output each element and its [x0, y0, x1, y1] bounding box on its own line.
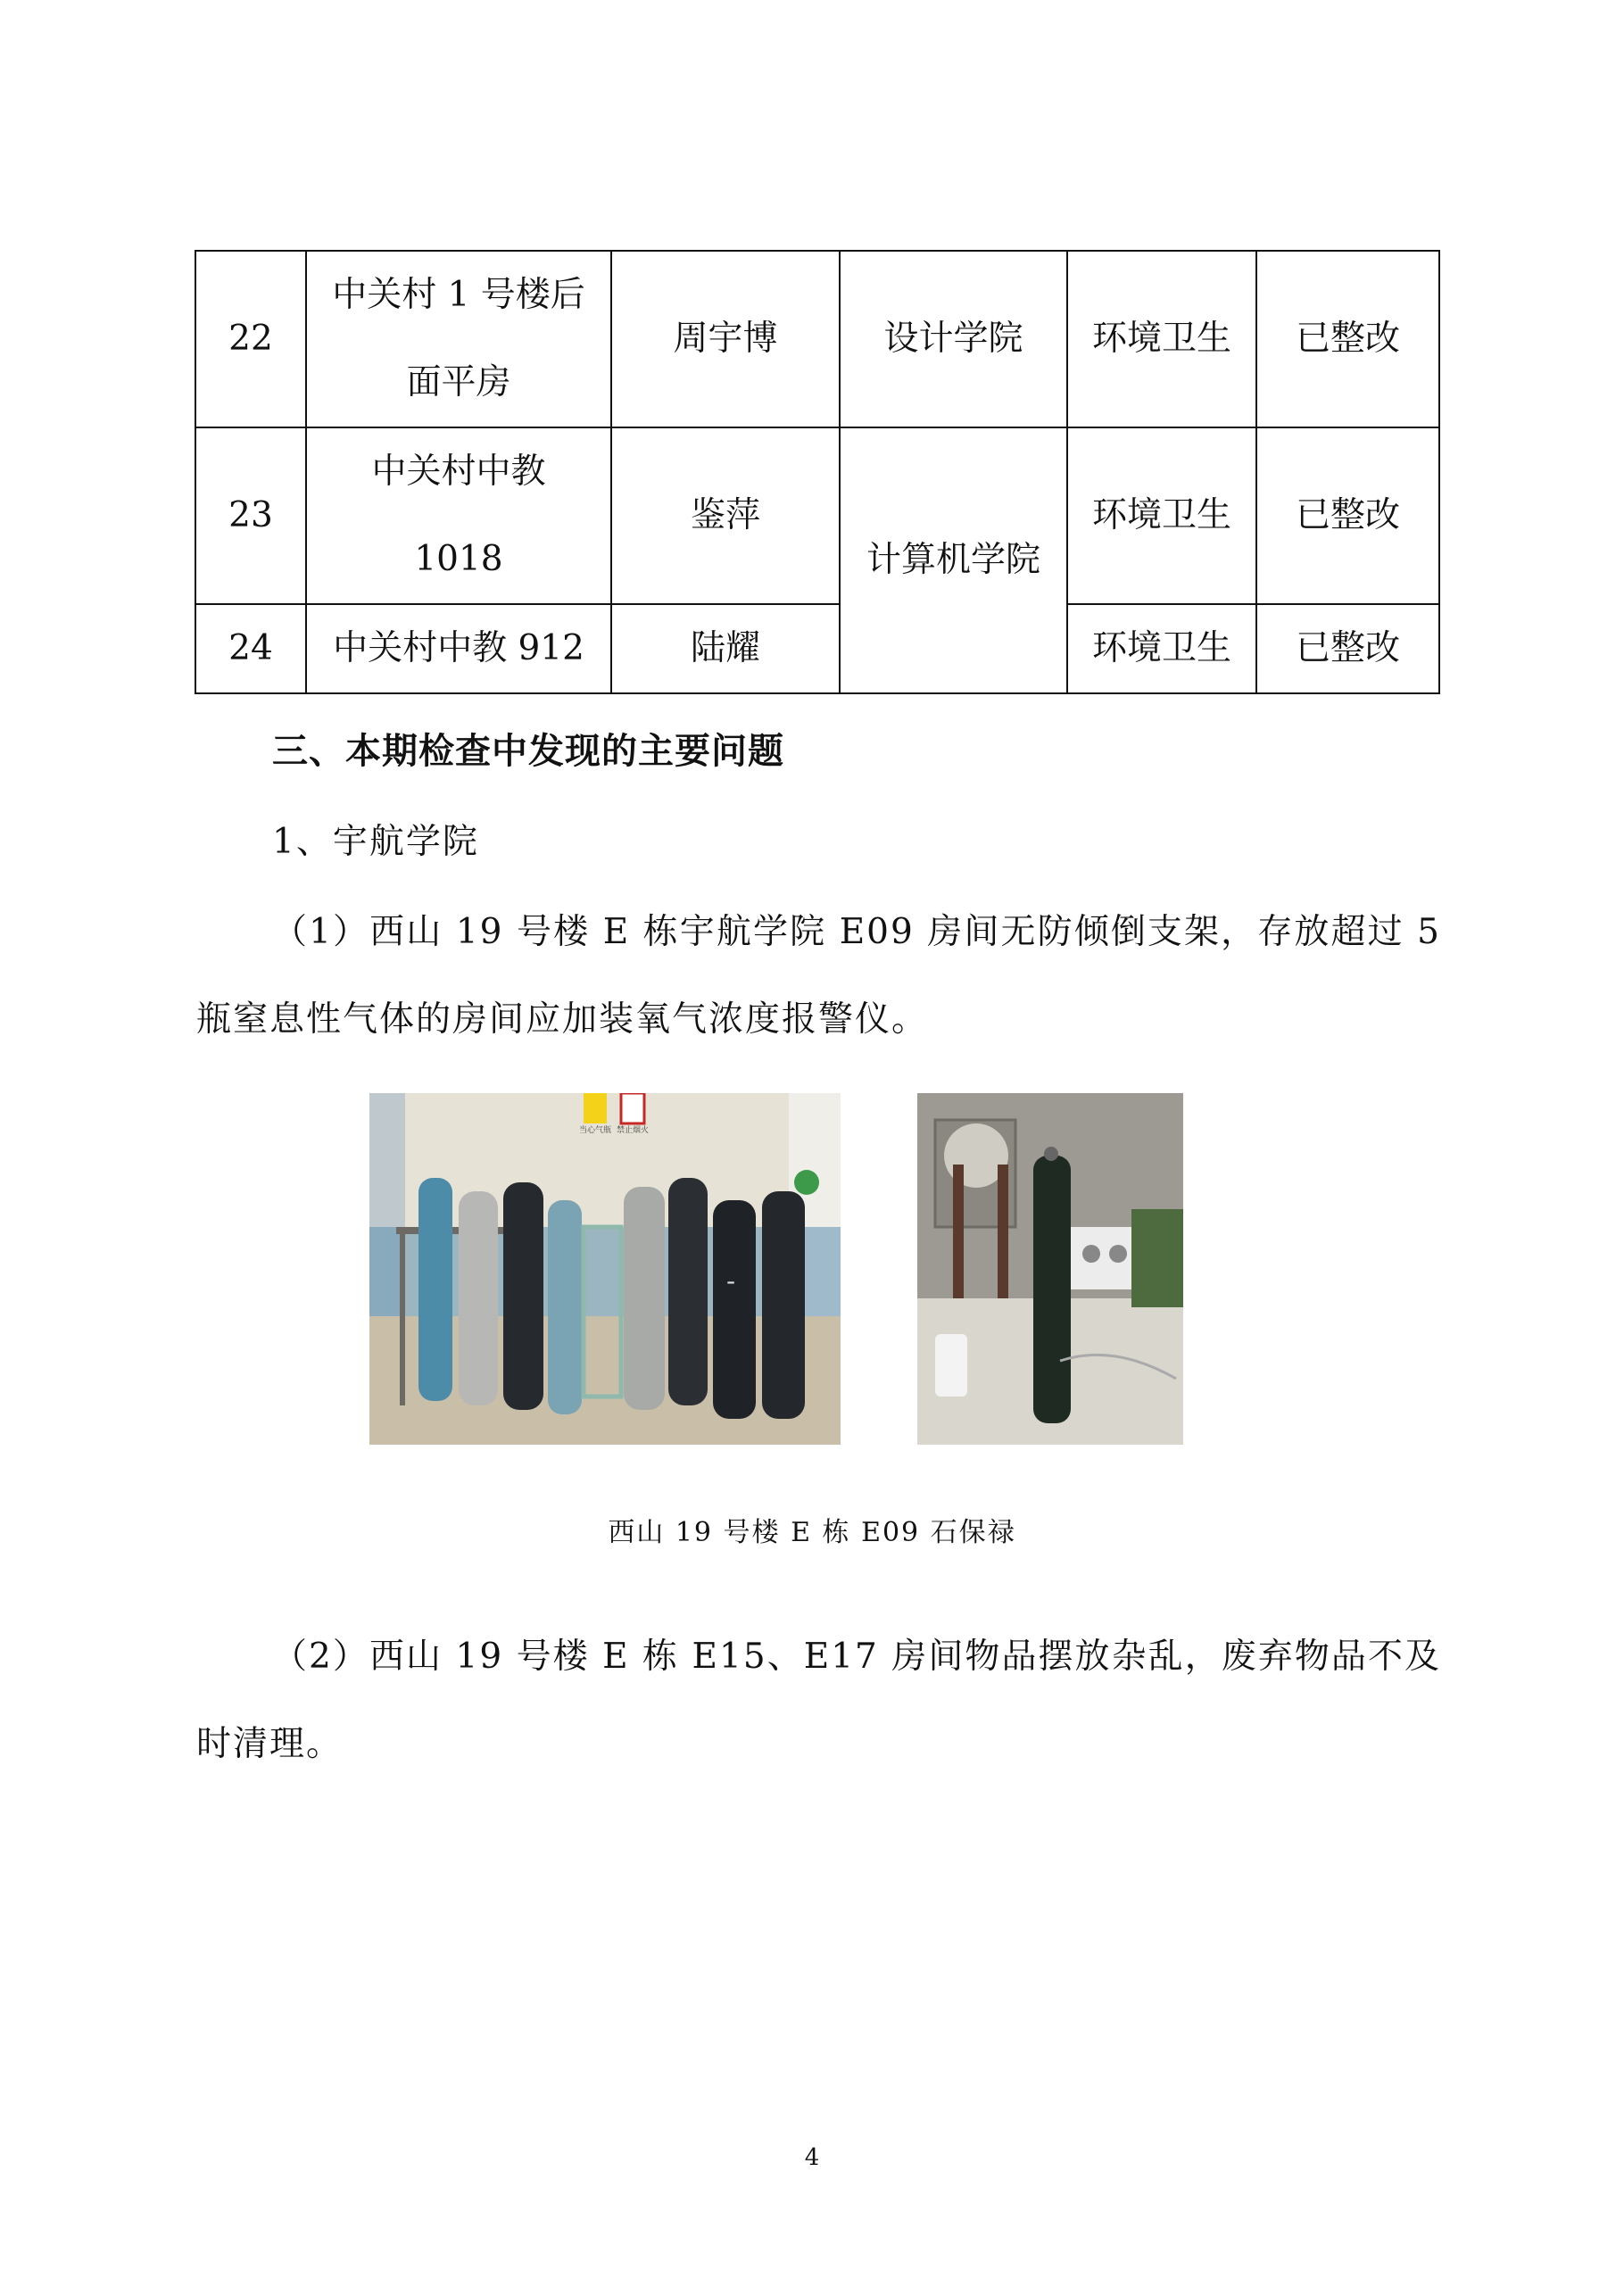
category-cell: 环境卫生 — [1067, 251, 1256, 427]
svg-text:当心气瓶: 当心气瓶 — [578, 1126, 612, 1135]
row-number: 22 — [195, 251, 306, 427]
svg-text:-: - — [726, 1266, 736, 1296]
single-cylinder-illustration — [917, 1093, 1183, 1445]
location-line: 面平房 — [406, 362, 511, 402]
warning-sign-icon — [584, 1093, 607, 1123]
inspection-table — [195, 250, 1440, 694]
row-number: 23 — [195, 427, 306, 604]
college-cell: 设计学院 — [840, 251, 1067, 427]
location-line: 中关村 1 号楼后 — [332, 275, 585, 315]
subsection-title: 1、宇航学院 — [272, 822, 479, 862]
row-number: 24 — [195, 604, 306, 693]
location-cell — [306, 251, 611, 427]
table-row — [195, 427, 1439, 604]
person-cell: 陆耀 — [611, 604, 840, 693]
status-cell: 已整改 — [1256, 427, 1439, 604]
gas-cylinders-photo — [369, 1093, 841, 1445]
table-row — [195, 251, 1439, 427]
photo-caption: 西山 19 号楼 E 栋 E09 石保禄 — [608, 1517, 1016, 1548]
section-heading: 三、本期检查中发现的主要问题 — [272, 731, 784, 772]
page-number: 4 — [804, 2144, 820, 2171]
location-line: 中关村中教 — [371, 452, 546, 492]
person-cell: 鉴萍 — [611, 427, 840, 604]
svg-text:禁止烟火: 禁止烟火 — [616, 1126, 650, 1135]
prohibition-sign-icon — [621, 1093, 644, 1123]
location-cell — [306, 427, 611, 604]
location-line: 1018 — [414, 539, 503, 579]
single-cylinder-photo — [917, 1093, 1183, 1445]
category-cell: 环境卫生 — [1067, 604, 1256, 693]
status-cell: 已整改 — [1256, 251, 1439, 427]
gas-cylinders-illustration — [369, 1093, 841, 1445]
category-cell: 环境卫生 — [1067, 427, 1256, 604]
college-cell: 计算机学院 — [840, 427, 1067, 693]
table-row — [195, 604, 1439, 693]
person-cell: 周宇博 — [611, 251, 840, 427]
paragraph-2: （2）西山 19 号楼 E 栋 E15、E17 房间物品摆放杂乱，废弃物品不及时清理。 — [196, 1637, 1441, 1764]
paragraph-1: （1）西山 19 号楼 E 栋宇航学院 E09 房间无防倾倒支架，存放超过 5 瓶窒息性气体的房间应加装氧气浓度报警仪。 — [196, 912, 1441, 1040]
location-cell: 中关村中教 912 — [306, 604, 611, 693]
status-cell: 已整改 — [1256, 604, 1439, 693]
